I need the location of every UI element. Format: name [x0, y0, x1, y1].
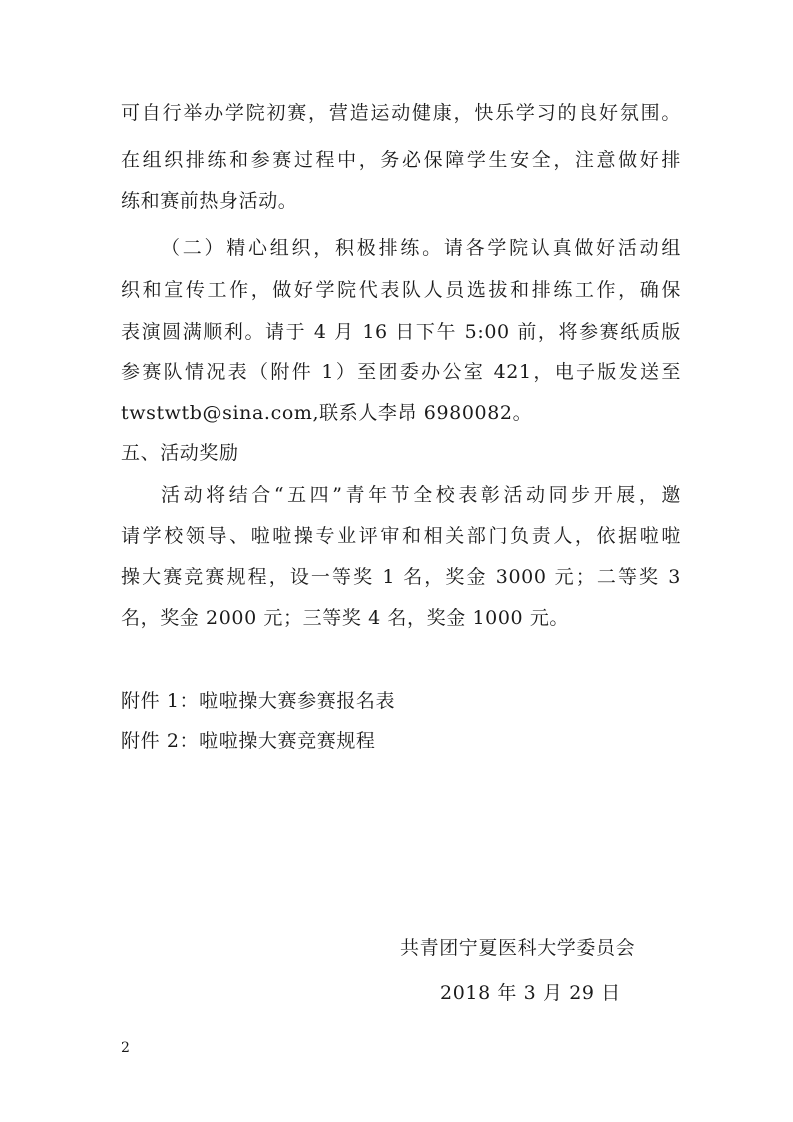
- paragraph-3-line-4: 名，奖金 2000 元；三等奖 4 名，奖金 1000 元。: [121, 607, 570, 629]
- section-heading: 五、活动奖励: [121, 442, 239, 464]
- paragraph-3-line-3: 操大赛竞赛规程，设一等奖 1 名，奖金 3000 元；二等奖 3: [121, 566, 681, 588]
- paragraph-3-line-1: 活动将结合“五四”青年节全校表彰活动同步开展，邀: [161, 484, 681, 506]
- attachment-1: 附件 1：啦啦操大赛参赛报名表: [121, 690, 396, 712]
- paragraph-2-line-2: 织和宣传工作，做好学院代表队人员选拔和排练工作，确保: [121, 279, 681, 301]
- attachment-2: 附件 2：啦啦操大赛竞赛规程: [121, 730, 376, 752]
- paragraph-1-line-1: 可自行举办学院初赛，营造运动健康，快乐学习的良好氛围。: [121, 102, 681, 124]
- paragraph-1-line-2: 在组织排练和参赛过程中，务必保障学生安全，注意做好排: [121, 149, 681, 171]
- paragraph-2-line-3: 表演圆满顺利。请于 4 月 16 日下午 5:00 前，将参赛纸质版: [121, 321, 681, 343]
- paragraph-3-line-2: 请学校领导、啦啦操专业评审和相关部门负责人，依据啦啦: [121, 525, 681, 547]
- signature-date: 2018 年 3 月 29 日: [440, 982, 621, 1004]
- paragraph-2-line-5: twstwtb@sina.com,联系人李昂 6980082。: [121, 402, 533, 424]
- paragraph-1-line-3: 练和赛前热身活动。: [121, 190, 298, 212]
- page-number: 2: [121, 1040, 130, 1056]
- paragraph-2-line-1: （二）精心组织，积极排练。请各学院认真做好活动组: [161, 237, 681, 259]
- paragraph-2-line-4: 参赛队情况表（附件 1）至团委办公室 421，电子版发送至: [121, 361, 681, 383]
- signature-organization: 共青团宁夏医科大学委员会: [400, 937, 636, 959]
